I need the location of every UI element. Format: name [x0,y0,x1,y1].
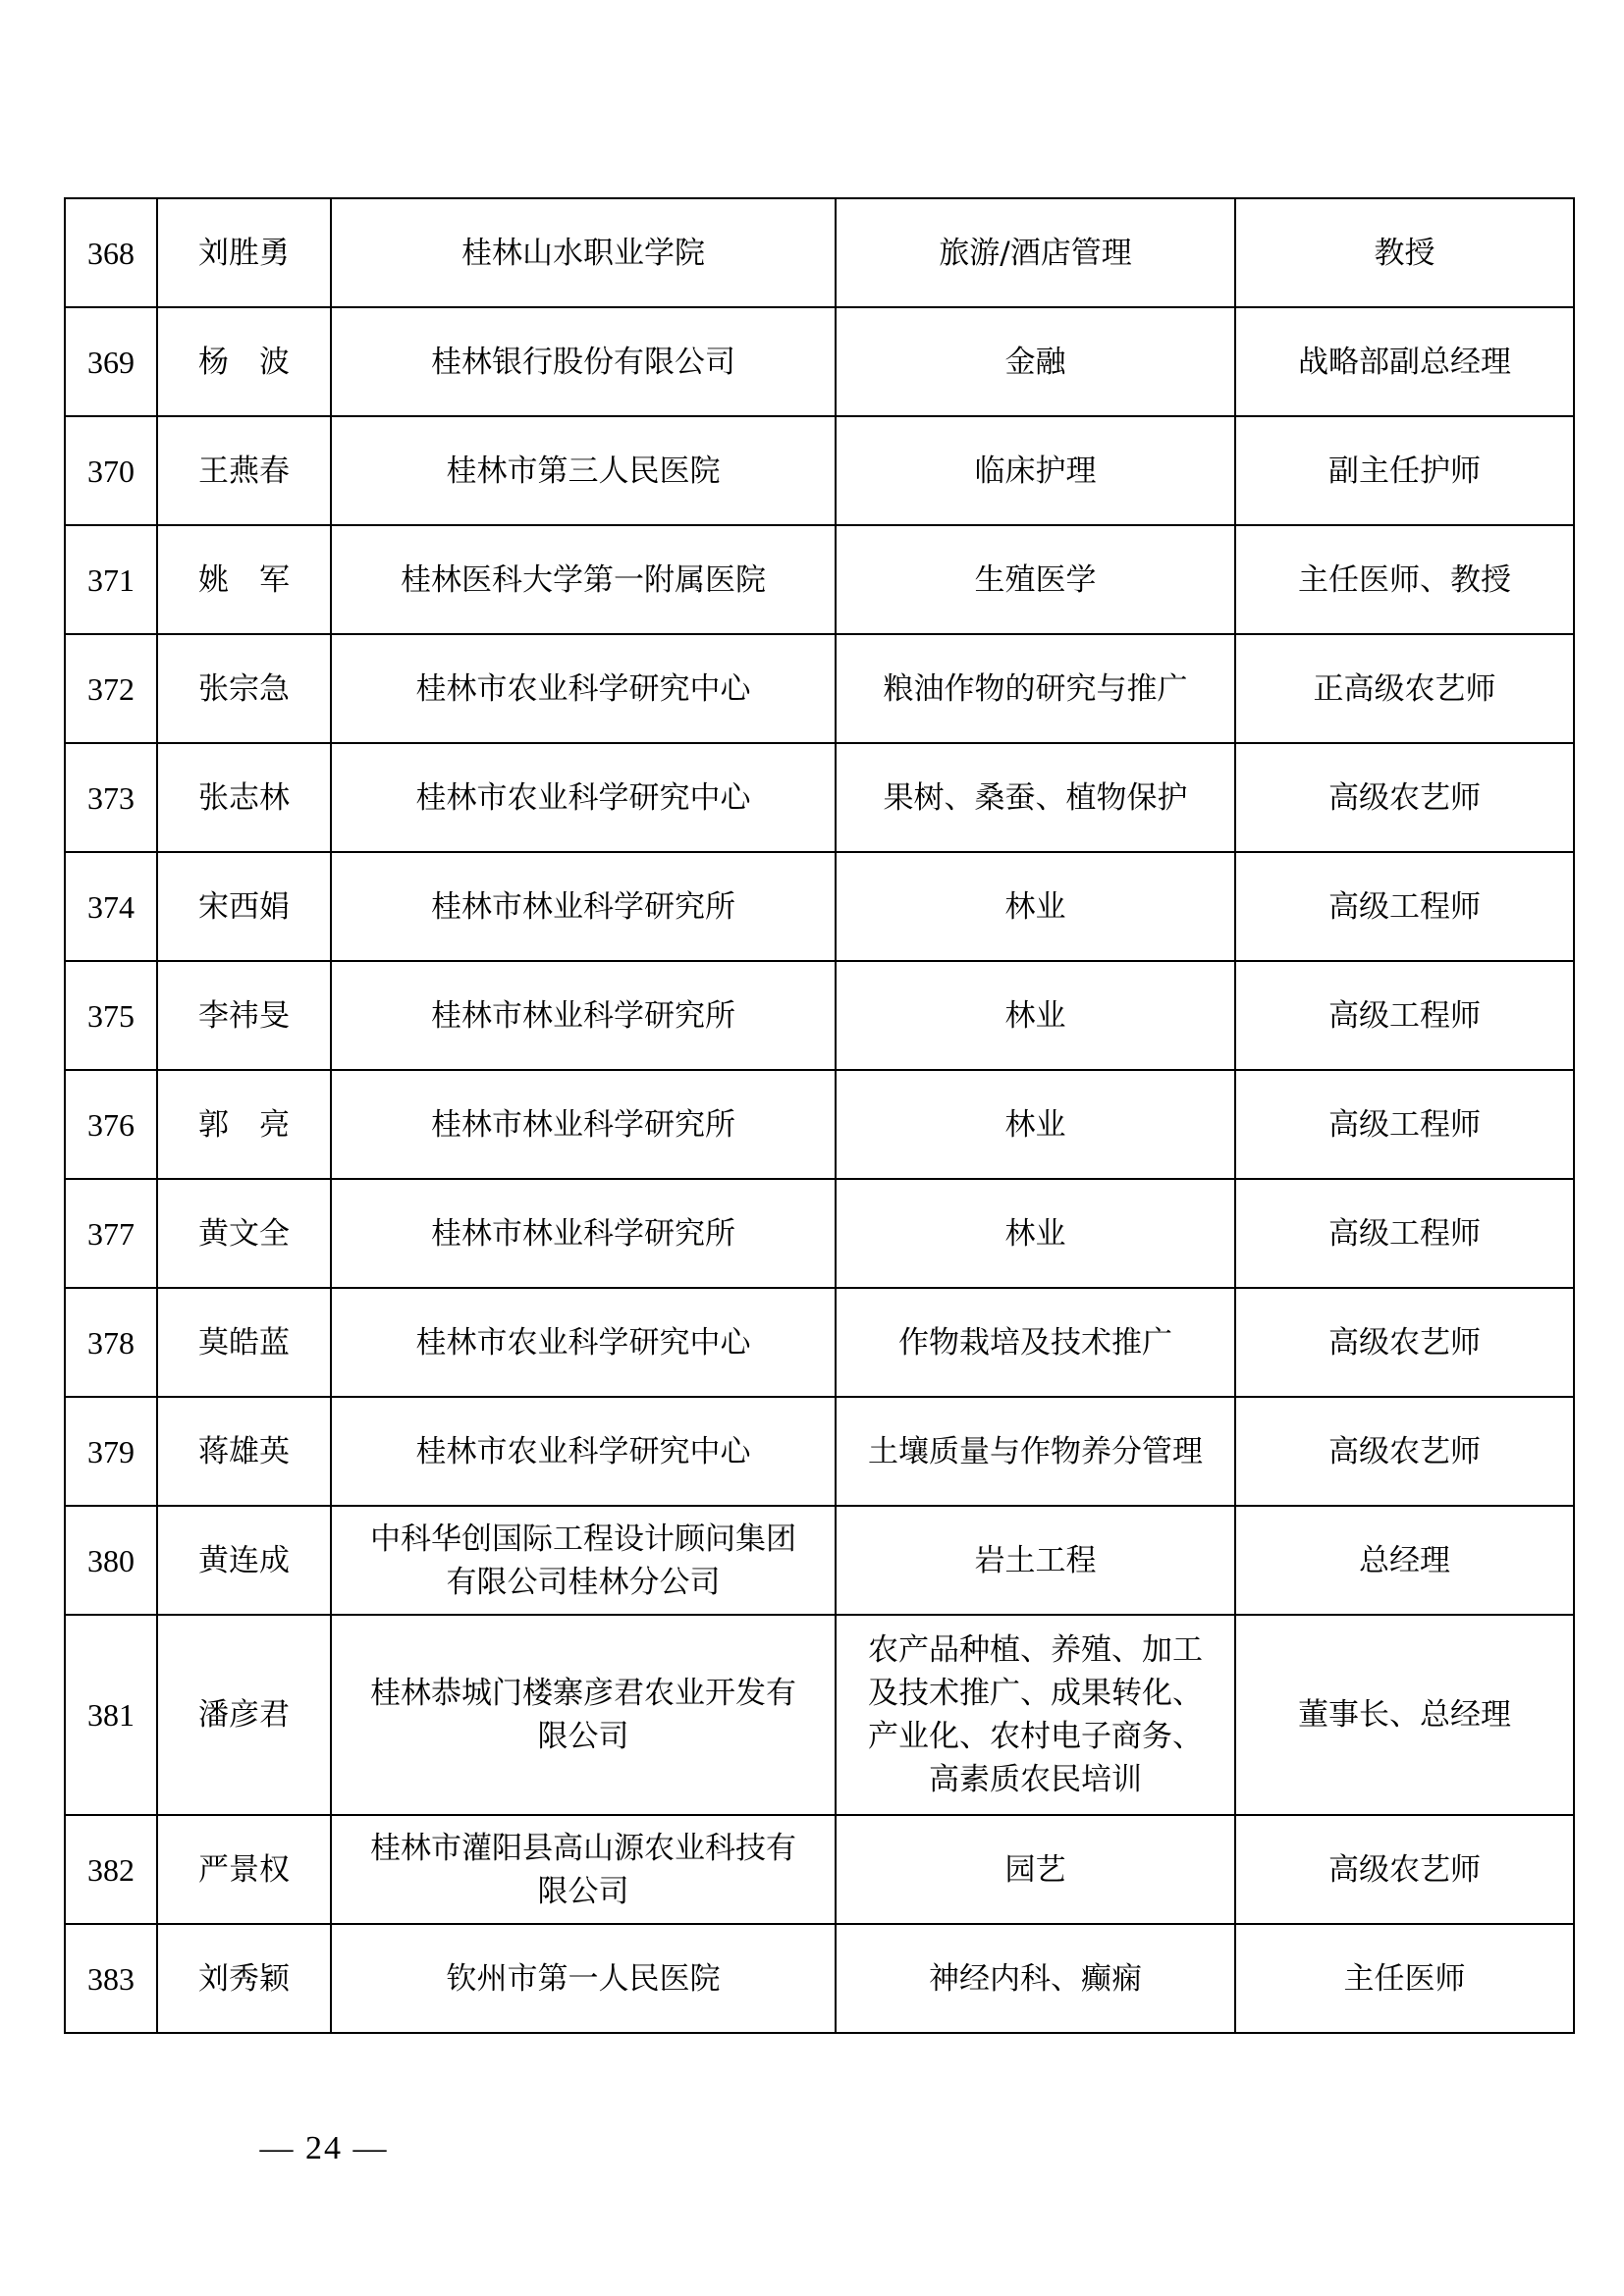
table-row [65,961,1574,1070]
table-row [65,1924,1574,2033]
specialty-field: 临床护理 [836,416,1235,525]
table-row [65,525,1574,634]
work-unit: 桂林市农业科学研究中心 [331,743,836,852]
table-row [65,852,1574,961]
person-name: 黄文全 [157,1179,331,1288]
specialty-field: 林业 [836,1179,1235,1288]
row-number: 371 [65,525,157,634]
work-unit: 桂林市林业科学研究所 [331,961,836,1070]
roster-table [64,197,1575,2034]
person-name: 严景权 [157,1815,331,1924]
specialty-field: 作物栽培及技术推广 [836,1288,1235,1397]
specialty-field-line: 产业化、农村电子商务、 [868,1719,1203,1754]
row-number: 382 [65,1815,157,1924]
work-unit: 桂林银行股份有限公司 [331,307,836,416]
person-name: 王燕春 [157,416,331,525]
specialty-field: 园艺 [836,1815,1235,1924]
work-unit: 桂林市林业科学研究所 [331,1070,836,1179]
specialty-field-line: 高素质农民培训 [929,1762,1142,1797]
professional-title: 教授 [1235,198,1574,307]
row-number: 370 [65,416,157,525]
person-name: 郭 亮 [157,1070,331,1179]
work-unit: 钦州市第一人民医院 [331,1924,836,2033]
professional-title: 高级工程师 [1235,961,1574,1070]
specialty-field: 金融 [836,307,1235,416]
work-unit-line: 限公司 [537,1719,629,1754]
work-unit: 桂林市林业科学研究所 [331,852,836,961]
person-name: 莫皓蓝 [157,1288,331,1397]
table-row [65,1506,1574,1615]
professional-title: 总经理 [1235,1506,1574,1615]
table-row [65,634,1574,743]
work-unit: 桂林市农业科学研究中心 [331,634,836,743]
row-number: 379 [65,1397,157,1506]
specialty-field: 岩土工程 [836,1506,1235,1615]
row-number: 376 [65,1070,157,1179]
table-row [65,1070,1574,1179]
table-row [65,416,1574,525]
professional-title: 高级工程师 [1235,1179,1574,1288]
row-number: 369 [65,307,157,416]
specialty-field [836,1615,1235,1815]
row-number: 373 [65,743,157,852]
specialty-field: 旅游/酒店管理 [836,198,1235,307]
page-number: — 24 — [259,2130,389,2166]
work-unit [331,1615,836,1815]
table-row [65,1179,1574,1288]
specialty-field: 生殖医学 [836,525,1235,634]
row-number: 375 [65,961,157,1070]
professional-title: 高级农艺师 [1235,1397,1574,1506]
professional-title: 高级农艺师 [1235,1815,1574,1924]
row-number: 381 [65,1615,157,1815]
work-unit: 桂林市农业科学研究中心 [331,1288,836,1397]
row-number: 380 [65,1506,157,1615]
professional-title: 战略部副总经理 [1235,307,1574,416]
work-unit-line: 桂林恭城门楼寨彦君农业开发有 [370,1676,796,1711]
row-number: 372 [65,634,157,743]
professional-title: 高级农艺师 [1235,743,1574,852]
work-unit: 桂林市林业科学研究所 [331,1179,836,1288]
work-unit: 桂林市第三人民医院 [331,416,836,525]
specialty-field: 林业 [836,961,1235,1070]
specialty-field: 林业 [836,1070,1235,1179]
professional-title: 正高级农艺师 [1235,634,1574,743]
work-unit-line: 限公司 [537,1873,629,1909]
person-name: 黄连成 [157,1506,331,1615]
person-name: 李祎旻 [157,961,331,1070]
table-row [65,1815,1574,1924]
work-unit-line: 桂林市灌阳县高山源农业科技有 [370,1830,796,1866]
person-name: 宋西娟 [157,852,331,961]
professional-title: 高级工程师 [1235,1070,1574,1179]
table-row [65,1615,1574,1815]
professional-title: 主任医师、教授 [1235,525,1574,634]
work-unit [331,1815,836,1924]
specialty-field-line: 及技术推广、成果转化、 [868,1676,1203,1711]
work-unit-line: 中科华创国际工程设计顾问集团 [370,1521,796,1557]
specialty-field: 粮油作物的研究与推广 [836,634,1235,743]
person-name: 张宗急 [157,634,331,743]
specialty-field-line: 农产品种植、养殖、加工 [868,1632,1203,1668]
table-row [65,1397,1574,1506]
professional-title: 高级工程师 [1235,852,1574,961]
row-number: 374 [65,852,157,961]
work-unit-line: 有限公司桂林分公司 [446,1564,721,1600]
work-unit: 桂林山水职业学院 [331,198,836,307]
professional-title: 高级农艺师 [1235,1288,1574,1397]
person-name: 潘彦君 [157,1615,331,1815]
table-row [65,198,1574,307]
work-unit [331,1506,836,1615]
specialty-field: 果树、桑蚕、植物保护 [836,743,1235,852]
person-name: 姚 军 [157,525,331,634]
specialty-field: 林业 [836,852,1235,961]
person-name: 张志林 [157,743,331,852]
professional-title: 董事长、总经理 [1235,1615,1574,1815]
person-name: 蒋雄英 [157,1397,331,1506]
table-row [65,743,1574,852]
professional-title: 副主任护师 [1235,416,1574,525]
person-name: 杨 波 [157,307,331,416]
work-unit: 桂林医科大学第一附属医院 [331,525,836,634]
person-name: 刘胜勇 [157,198,331,307]
professional-title: 主任医师 [1235,1924,1574,2033]
specialty-field: 土壤质量与作物养分管理 [836,1397,1235,1506]
table-row [65,307,1574,416]
row-number: 383 [65,1924,157,2033]
row-number: 368 [65,198,157,307]
row-number: 378 [65,1288,157,1397]
specialty-field: 神经内科、癫痫 [836,1924,1235,2033]
work-unit: 桂林市农业科学研究中心 [331,1397,836,1506]
person-name: 刘秀颖 [157,1924,331,2033]
row-number: 377 [65,1179,157,1288]
table-row [65,1288,1574,1397]
